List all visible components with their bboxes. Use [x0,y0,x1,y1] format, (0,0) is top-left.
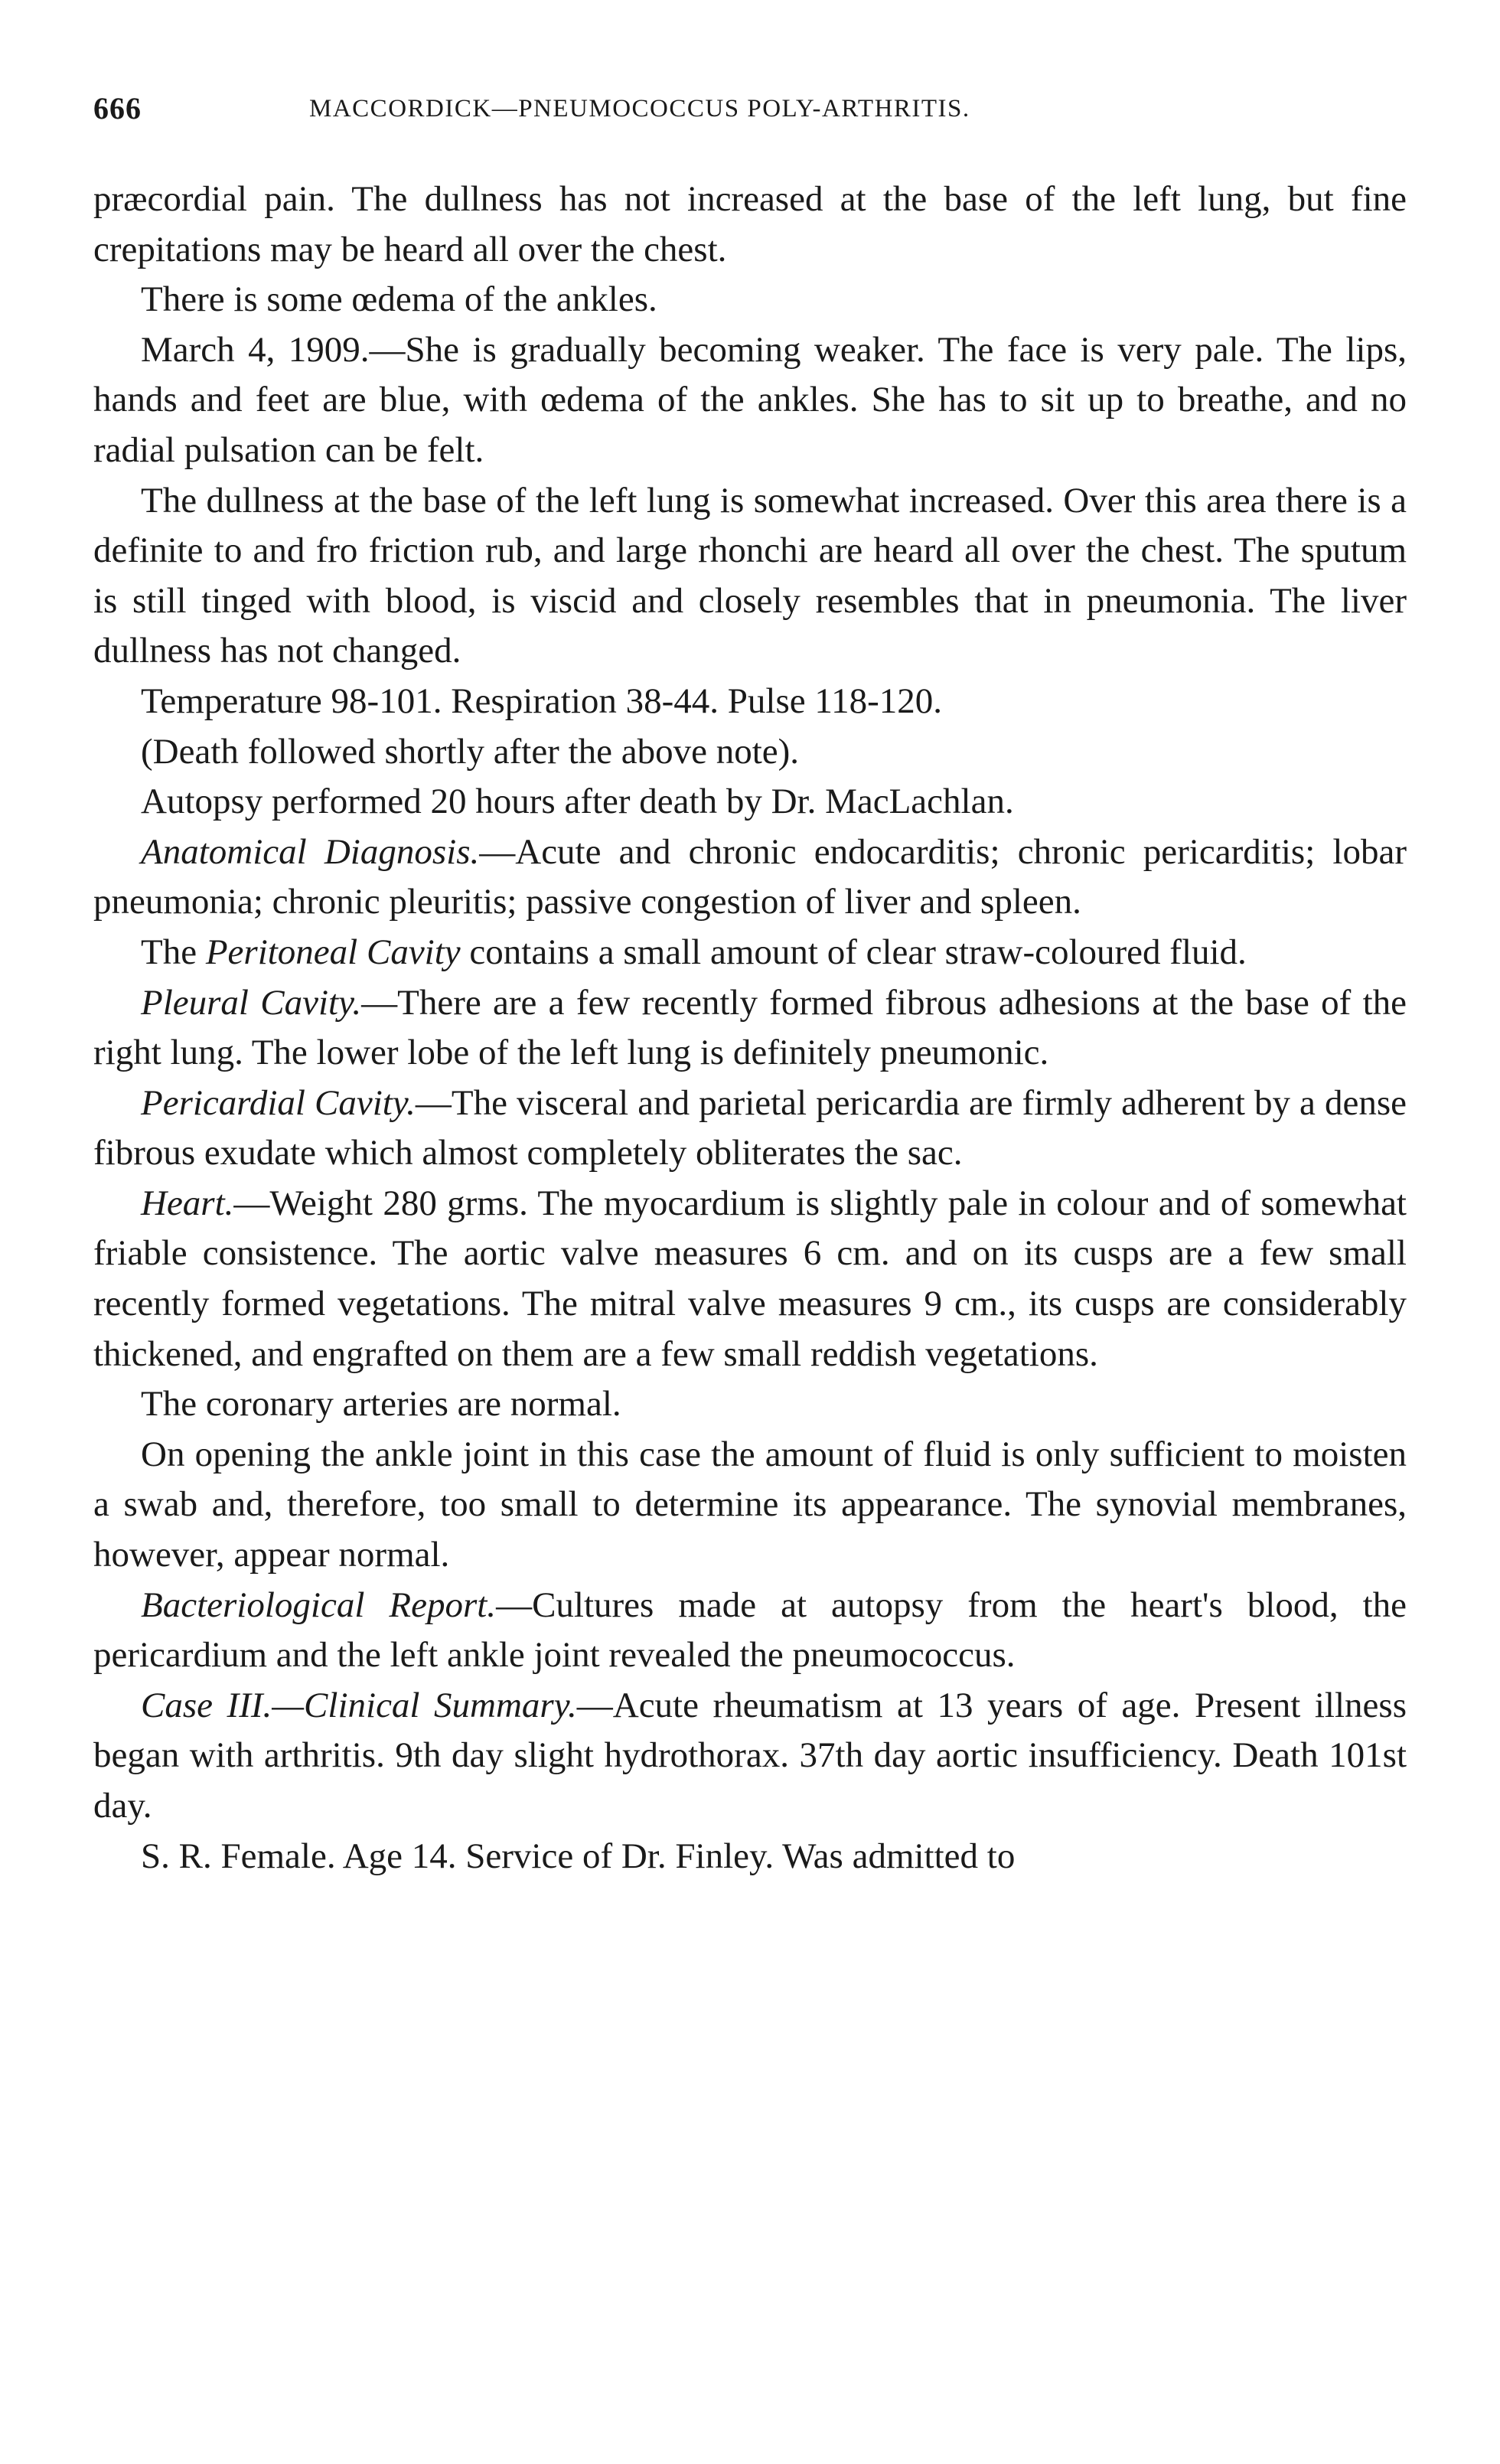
paragraph [93,978,1407,1079]
section-heading: Anatomical Diagnosis. [141,831,480,872]
paragraph [93,1430,1407,1581]
paragraph-text: —Acute rheumatism at 13 years of age. Present illness began with arthritis. 9th day slight hydrothorax. 37th day aortic insufficiency. Death 101st day. [93,1685,1407,1826]
paragraph-text: —Acute and chronic endocarditis; chronic pericarditis; lobar pneumonia; chronic pleuritis; passive congestion of liver and spleen. [93,831,1407,922]
section-heading: Bacteriological Report. [141,1584,497,1625]
paragraph [93,1079,1407,1179]
paragraph-text: There is some œdema of the ankles. [141,279,657,320]
paragraph [93,275,1407,325]
section-heading: Case III.—Clinical Summary. [141,1685,577,1725]
paragraph-text: præcordial pain. The dullness has not increased at the base of the left lung, but fine crepitations may be heard all over the chest. [93,179,1407,269]
section-heading: Heart. [141,1183,234,1223]
paragraph [93,1379,1407,1430]
paragraph-text: —Weight 280 grms. The myocardium is slightly pale in colour and of somewhat friable consistence. The aortic valve measures 6 cm. and on its cusps are a few small recently formed vegetations. The mitral valve measures 9 cm., its cusps are considerably thickened, and engrafted on them are a few small reddish vegetations. [93,1183,1407,1374]
paragraph-text: Autopsy performed 20 hours after death by Dr. MacLachlan. [141,782,1014,822]
paragraph [93,727,1407,778]
section-heading: Pleural Cavity. [141,982,362,1023]
page-header [93,90,1410,136]
paragraph-text: —The visceral and parietal pericardia are firmly adherent by a dense fibrous exudate which almost completely obliterates the sac. [93,1082,1407,1173]
paragraph-text: On opening the ankle joint in this case the amount of fluid is only sufficient to moisten a swab and, therefore, too small to determine its appearance. The synovial membranes, however, appear normal. [93,1434,1407,1575]
paragraph [93,1681,1407,1832]
paragraph [93,1581,1407,1681]
paragraph-text: (Death followed shortly after the above note). [141,731,800,772]
body-text [93,175,1407,1881]
paragraph-text: —There are a few recently formed fibrous adhesions at the base of the right lung. The lower lobe of the left lung is definitely pneumonic. [93,982,1407,1073]
paragraph [93,827,1407,928]
paragraph-text: contains a small amount of clear straw-coloured fluid. [460,932,1247,972]
paragraph [93,928,1407,978]
paragraph-text: The dullness at the base of the left lung is somewhat increased. Over this area there is a definite to and fro friction rub, and large rhonchi are heard all over the chest. The sputum is still tinged with blood, is viscid and closely resembles that in pneumonia. The liver dullness has not changed. [93,480,1407,671]
paragraph-text: —Cultures made at autopsy from the heart's blood, the pericardium and the left ankle joint revealed the pneumococcus. [93,1584,1407,1676]
paragraph [93,777,1407,827]
section-heading: Pericardial Cavity. [141,1082,416,1123]
section-heading: Peritoneal Cavity [205,932,461,972]
paragraph-text: S. R. Female. Age 14. Service of Dr. Finley. Was admitted to [141,1836,1016,1876]
paragraph-text: The coronary arteries are normal. [141,1384,621,1425]
paragraph [93,677,1407,727]
page-number: 666 [93,91,142,126]
paragraph [93,476,1407,677]
running-head: MACCORDICK—PNEUMOCOCCUS POLY-ARTHRITIS. [309,95,970,122]
paragraph [93,1179,1407,1379]
paragraph-text: March 4, 1909.—She is gradually becoming weaker. The face is very pale. The lips, hands and feet are blue, with œdema of the ankles. She has to sit up to breathe, and no radial pulsation can be felt. [93,329,1407,470]
paragraph [93,175,1407,275]
paragraph [93,325,1407,476]
paragraph-text: Temperature 98-101. Respiration 38-44. Pulse 118-120. [141,680,943,721]
paragraph [93,1832,1407,1882]
paragraph-lead: The [141,932,206,972]
